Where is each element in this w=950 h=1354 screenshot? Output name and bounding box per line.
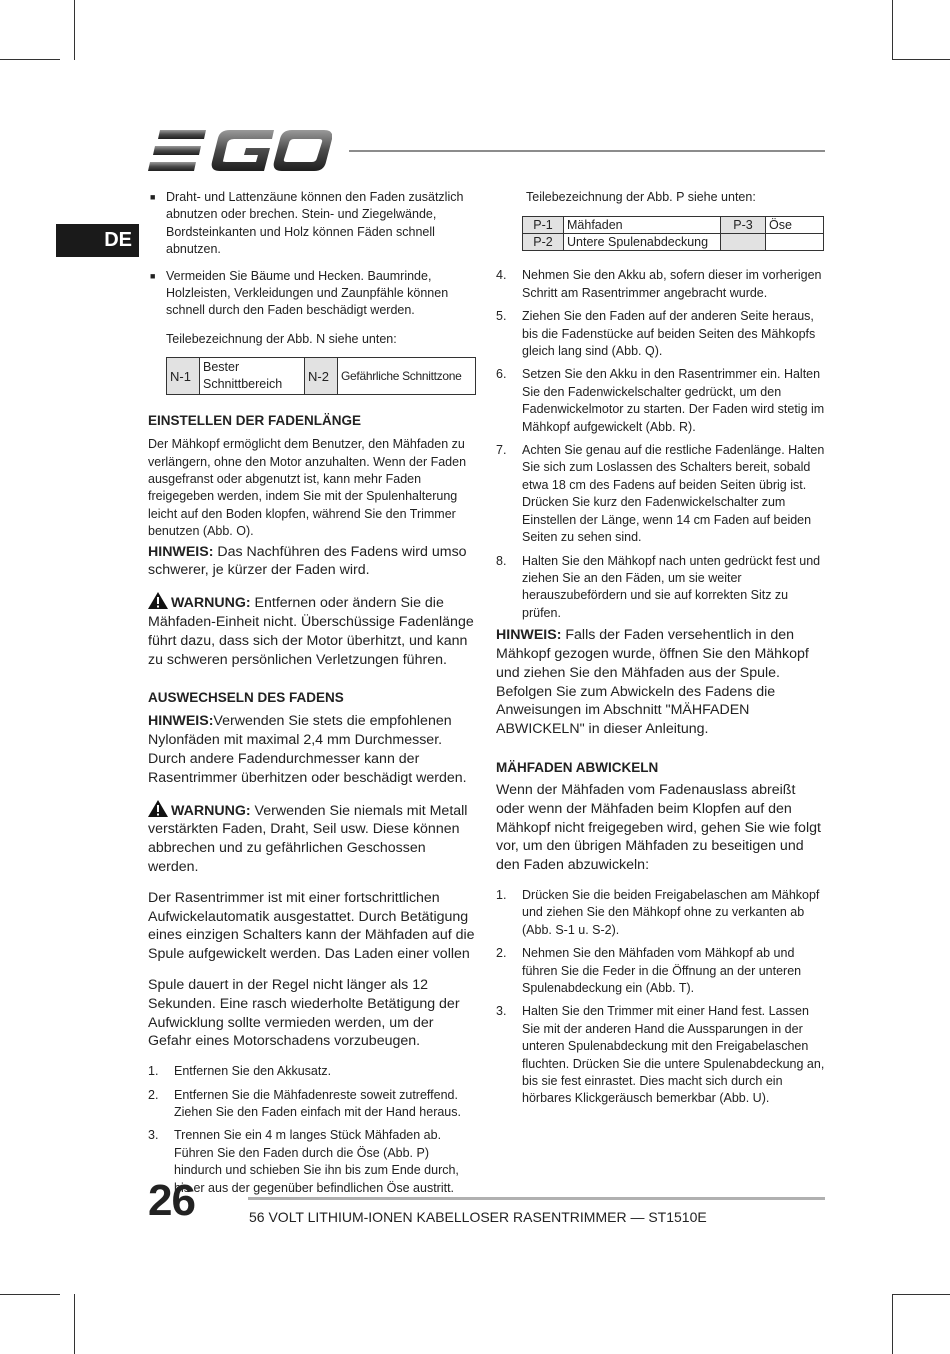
list-item bbox=[496, 887, 826, 939]
note-text: Falls der Faden versehentlich in den Mähkopf gezogen wurde, öffnen Sie den Mähkopf und ziehen Sie den Mähfaden aus der Spule. Befolgen Sie zum Abwickeln des Fadens die Anweisungen im Abschnitt "MÄHFADEN ABWICKELN" in dieser Anleitung. bbox=[496, 627, 809, 738]
note-text: Das Nachführen des Fadens wird umso schwerer, je kürzer der Faden wird. bbox=[148, 543, 467, 579]
section-heading: MÄHFADEN ABWICKELN bbox=[496, 759, 659, 775]
list-item bbox=[148, 1087, 478, 1122]
table-intro: Teilebezeichnung der Abb. P siehe unten: bbox=[526, 190, 756, 204]
warning bbox=[148, 592, 478, 669]
table-cell: Gefährliche Schnittzone bbox=[338, 358, 476, 395]
list-number: 1. bbox=[496, 887, 507, 902]
bullet-item: ■ Vermeiden Sie Bäume und Hecken. Baumrinde, Holzleisten, Verkleidungen und Zaunpfähle können schnell durch den Faden beschädigt werden. bbox=[148, 268, 478, 320]
list-item bbox=[496, 267, 826, 302]
list-number: 3. bbox=[148, 1128, 159, 1143]
list-text: Trennen Sie ein 4 m langes Stück Mähfaden ab. Führen Sie den Faden durch die Öse (Abb. P) hindurch und schieben Sie ihn bis zum Ende durch, bis er aus der gegenüber befindlichen Öse austritt. bbox=[174, 1128, 459, 1195]
warning-icon bbox=[148, 592, 168, 609]
note bbox=[496, 626, 826, 739]
list-number: 5. bbox=[496, 309, 507, 324]
crop-mark bbox=[74, 1294, 75, 1354]
list-number: 1. bbox=[148, 1064, 159, 1079]
list-number: 2. bbox=[496, 946, 507, 961]
list-text: Nehmen Sie den Akku ab, sofern dieser im vorherigen Schritt am Rasentrimmer angebracht wurde. bbox=[522, 268, 822, 300]
footer-rule bbox=[248, 1197, 825, 1200]
table-cell: P-2 bbox=[523, 234, 564, 251]
table-cell: Mähfaden bbox=[564, 217, 721, 234]
crop-mark bbox=[0, 59, 60, 60]
language-tab: DE bbox=[56, 224, 139, 257]
list-item bbox=[496, 366, 826, 436]
list-text: Drücken Sie die beiden Freigabelaschen am Mähkopf und ziehen Sie den Mähkopf ohne zu verkanten ab (Abb. S-1 u. S-2). bbox=[522, 887, 820, 937]
list-item bbox=[496, 553, 826, 623]
list-text: Setzen Sie den Akku in den Rasentrimmer ein. Halten Sie den Fadenwickelschalter gedrückt, um den Fadenwickelmotor zu starten. Der Faden wird stetig im Mähkopf aufgewickelt (Abb. R). bbox=[522, 367, 825, 434]
list-item bbox=[496, 442, 826, 546]
list-text: Entfernen Sie die Mähfadenreste soweit zutreffend. Ziehen Sie den Faden einfach mit der Hand heraus. bbox=[174, 1087, 461, 1120]
crop-mark bbox=[74, 0, 75, 60]
warning-label: WARNUNG: bbox=[171, 802, 251, 819]
list-number: 6. bbox=[496, 367, 507, 382]
body-text: Der Mähkopf ermöglicht dem Benutzer, den Mähfaden zu verlängern, ohne den Motor anzuhalten. Wenn der Faden ausgefranst oder abgenutzt ist, kann mehr Faden freigegeben werden, indem Sie mit der Spulenhalterung leicht auf den Boden klopfen, während Sie den Trimmer benutzen (Abb. O). bbox=[148, 437, 467, 539]
crop-mark bbox=[0, 1294, 60, 1295]
crop-mark bbox=[892, 1294, 893, 1354]
table-intro: Teilebezeichnung der Abb. N siehe unten: bbox=[166, 331, 397, 346]
list-number: 8. bbox=[496, 553, 507, 568]
list-number: 4. bbox=[496, 268, 507, 283]
warning-label: WARNUNG: bbox=[171, 595, 251, 612]
parts-table-n bbox=[166, 357, 476, 395]
warning-text: Verwenden Sie niemals mit Metall verstärkten Faden, Draht, Seil usw. Diese können abbrechen und zu gefährlichen Geschossen werden. bbox=[148, 802, 468, 876]
note-label: HINWEIS: bbox=[148, 543, 214, 560]
section-heading: EINSTELLEN DER FADENLÄNGE bbox=[148, 413, 362, 429]
bullet-item: ■ Draht- und Lattenzäune können den Faden zusätzlich abnutzen oder brechen. Stein- und Ziegelwände, Bordsteinkanten und Holz können Fäden schnell abnutzen. bbox=[148, 189, 478, 259]
page-number: 26 bbox=[148, 1176, 195, 1225]
footer-title: 56 VOLT LITHIUM-IONEN KABELLOSER RASENTRIMMER — ST1510E bbox=[249, 1209, 707, 1225]
note-label: HINWEIS: bbox=[148, 713, 214, 730]
left-column bbox=[148, 186, 478, 1197]
warning-icon bbox=[148, 800, 168, 817]
table-cell: Untere Spulenabdeckung bbox=[564, 234, 721, 251]
crop-mark bbox=[892, 59, 950, 60]
list-item bbox=[148, 1063, 478, 1080]
list-item bbox=[148, 1127, 478, 1197]
table-cell: P-1 bbox=[523, 217, 564, 234]
ego-logo bbox=[148, 128, 332, 174]
warning bbox=[148, 800, 478, 877]
parts-table-p bbox=[522, 216, 824, 251]
warning-text: Entfernen oder ändern Sie die Mähfaden-Einheit nicht. Überschüssige Fadenlänge führt dazu, dass sich der Motor überhitzt, und kann zu schweren persönlichen Verletzungen führen. bbox=[148, 595, 474, 668]
table-cell: P-3 bbox=[721, 217, 766, 234]
body-text: Spule dauert in der Regel nicht länger als 12 Sekunden. Eine rasch wiederholte Betätigung der Aufwicklung sollte vermieden werden, um der Gefahr eines Motorschadens vorzubeugen. bbox=[148, 977, 460, 1050]
table-cell: Öse bbox=[766, 217, 824, 234]
crop-mark bbox=[892, 1294, 950, 1295]
header-rule bbox=[349, 150, 825, 152]
table-cell: N-1 bbox=[167, 358, 200, 395]
section-heading: AUSWECHSELN DES FADENS bbox=[148, 690, 344, 706]
list-text: Nehmen Sie den Mähfaden vom Mähkopf ab und führen Sie die Feder in die Öffnung an der unteren Spulenabdeckung ein (Abb. T). bbox=[522, 946, 802, 995]
table-cell bbox=[766, 234, 824, 251]
body-text: Wenn der Mähfaden vom Fadenauslass abreißt oder wenn der Mähfaden beim Klopfen auf den Mähkopf nicht freigegeben wird, gehen Sie wie folgt vor, um den übrigen Mähfaden zu beseitigen und den Faden abzuwickeln: bbox=[496, 781, 821, 874]
list-number: 7. bbox=[496, 443, 507, 458]
list-text: Achten Sie genau auf die restliche Fadenlänge. Halten Sie sich zum Loslassen des Schalters bereit, sobald etwa 18 cm des Fadens auf beiden Seiten übrig ist. Drücken Sie kurz den Fadenwickelschalter zum Einstellen der Länge, wenn 14 cm Faden auf beiden Seiten zu sehen sind. bbox=[522, 443, 825, 545]
body-text: Der Rasentrimmer ist mit einer fortschrittlichen Aufwickelautomatik ausgestattet. Durch Betätigung eines einzigen Schalters kann der Mähfaden auf die Spule aufgewickelt werden. Das Laden einer vollen bbox=[148, 889, 475, 963]
list-number: 2. bbox=[148, 1087, 159, 1102]
list-text: Halten Sie den Mähkopf nach unten gedrückt fest und ziehen Sie an den Fäden, um sie weiter herauszubefördern und sie auf korrekten Sitz zu prüfen. bbox=[522, 553, 821, 620]
note bbox=[148, 543, 478, 581]
note bbox=[148, 712, 478, 787]
note-label: HINWEIS: bbox=[496, 627, 562, 644]
list-text: Halten Sie den Trimmer mit einer Hand fest. Lassen Sie mit der anderen Hand die Aussparungen in der unteren Spulenabdeckung mit den Freigabelaschen fluchten. Drücken Sie die untere Spulenabdeckung an, bis sie fest einrastet. Dies macht sich durch ein hörbares Klickgeräusch bemerkbar (Abb. U). bbox=[522, 1004, 825, 1106]
list-number: 3. bbox=[496, 1004, 507, 1019]
table-cell: N-2 bbox=[305, 358, 338, 395]
list-item bbox=[496, 945, 826, 997]
table-cell bbox=[721, 234, 766, 251]
note-text: Verwenden Sie stets die empfohlenen Nylonfäden mit maximal 2,4 mm Durchmesser. Durch andere Fadendurchmesser kann der Rasentrimmer überhitzen oder beschädigt werden. bbox=[148, 713, 467, 786]
list-text: Entfernen Sie den Akkusatz. bbox=[174, 1064, 332, 1079]
list-item bbox=[496, 308, 826, 360]
list-text: Ziehen Sie den Faden auf der anderen Seite heraus, bis die Fadenstücke auf beiden Seiten des Mähkopfs gleich lang sind (Abb. Q). bbox=[522, 309, 816, 359]
table-cell: Bester Schnittbereich bbox=[200, 358, 305, 395]
crop-mark bbox=[892, 0, 893, 60]
right-column bbox=[496, 186, 826, 1108]
list-item bbox=[496, 1003, 826, 1107]
